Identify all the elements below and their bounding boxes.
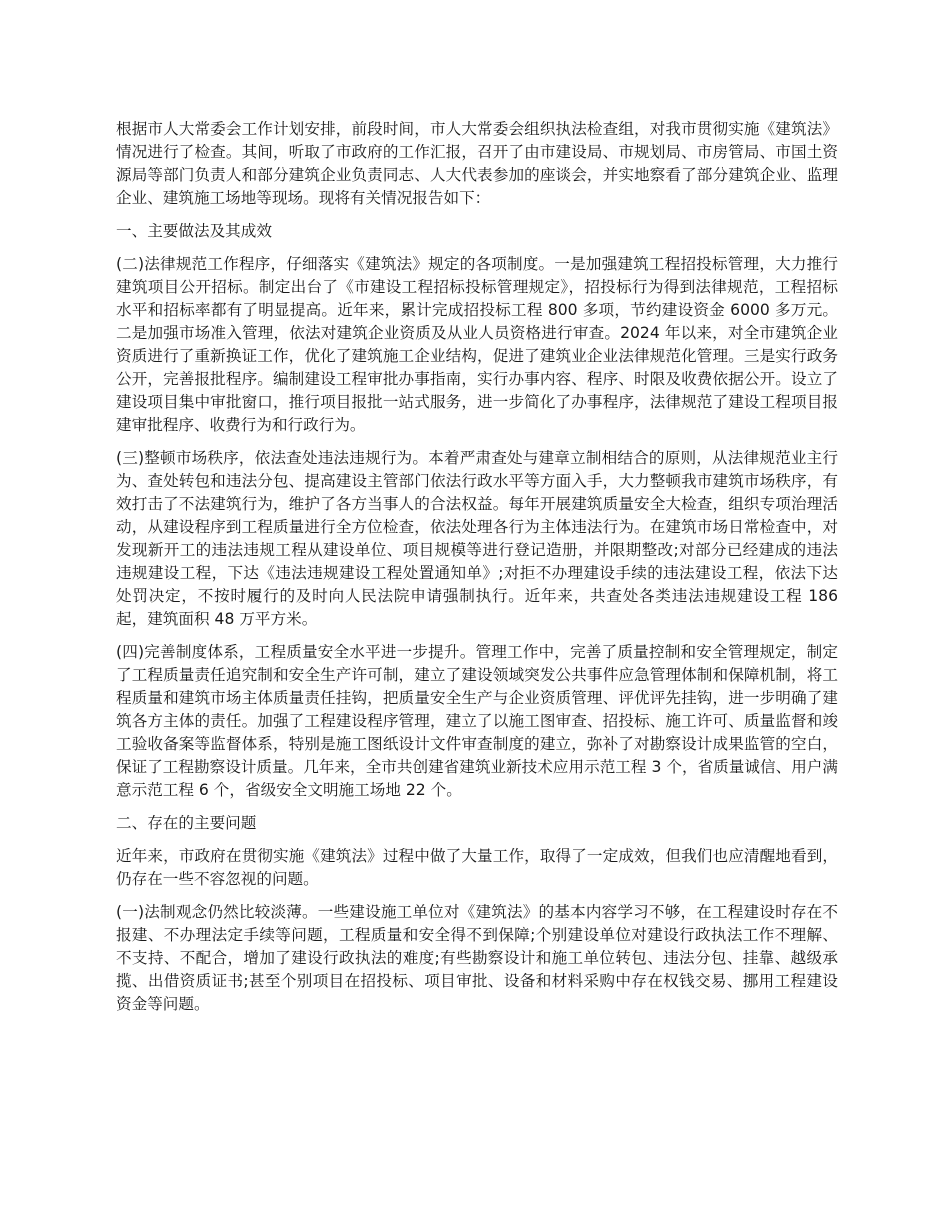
- paragraph-market-order: (三)整顿市场秩序，依法查处违法违规行为。本着严肃查处与建章立制相结合的原则，从法律规范业主行为、查处转包和违法分包、提高建设主管部门依法行政水平等方面入手，大力整顿我市建筑市场秩序，有效打击了不法建筑行为，维护了各方当事人的合法权益。每年开展建筑质量安全大检查，组织专项治理活动，从建设程序到工程质量进行全方位检查，依法处理各行为主体违法行为。在建筑市场日常检查中，对发现新开工的违法违规工程从建设单位、项目规模等进行登记造册，并限期整改;对部分已经建成的违法违规建设工程，下达《违法违规建设工程处置通知单》;对拒不办理建设手续的违法建设工程，依法下达处罚决定，不按时履行的及时向人民法院申请强制执行。近年来，共查处各类违法违规建设工程 186 起，建筑面积 48 万平方米。: [116, 449, 838, 628]
- paragraph-weak-legal-awareness: (一)法制观念仍然比较淡薄。一些建设施工单位对《建筑法》的基本内容学习不够，在工程建设时存在不报建、不办理法定手续等问题，工程质量和安全得不到保障;个别建设单位对建设行政执法工作不理解、不支持、不配合，增加了建设行政执法的难度;有些勘察设计和施工单位转包、违法分包、挂靠、越级承揽、出借资质证书;甚至个别项目在招投标、项目审批、设备和材料采购中存在权钱交易、挪用工程建设资金等问题。: [116, 903, 838, 1013]
- paragraph-problems-intro: 近年来，市政府在贯彻实施《建筑法》过程中做了大量工作，取得了一定成效，但我们也应清醒地看到，仍存在一些不容忽视的问题。: [116, 847, 838, 888]
- intro-paragraph: 根据市人大常委会工作计划安排，前段时间，市人大常委会组织执法检查组，对我市贯彻实施《建筑法》情况进行了检查。其间，听取了市政府的工作汇报，召开了由市建设局、市规划局、市房管局、市国土资源局等部门负责人和部分建筑企业负责同志、人大代表参加的座谈会，并实地察看了部分建筑企业、监理企业、建筑施工场地等现场。现将有关情况报告如下：: [116, 120, 838, 207]
- section-heading-problems: 二、存在的主要问题: [116, 814, 257, 832]
- paragraph-system-improvement: (四)完善制度体系，工程质量安全水平进一步提升。管理工作中，完善了质量控制和安全管理规定，制定了工程质量责任追究制和安全生产许可制，建立了建设领域突发公共事件应急管理体制和保障机制，将工程质量和建筑市场主体质量责任挂钩，把质量安全生产与企业资质管理、评优评先挂钩，进一步明确了建筑各方主体的责任。加强了工程建设程序管理，建立了以施工图审查、招投标、施工许可、质量监督和竣工验收备案等监督体系，特别是施工图纸设计文件审查制度的建立，弥补了对勘察设计成果监管的空白，保证了工程勘察设计质量。几年来，全市共创建省建筑业新技术应用示范工程 3 个，省质量诚信、用户满意示范工程 6 个，省级安全文明施工场地 22 个。: [116, 643, 838, 799]
- document-body: [116, 118, 838, 1026]
- paragraph-legal-procedures: (二)法律规范工作程序，仔细落实《建筑法》规定的各项制度。一是加强建筑工程招投标管理，大力推行建筑项目公开招标。制定出台了《市建设工程招标投标管理规定》，招投标行为得到法律规范，工程招标水平和招标率都有了明显提高。近年来，累计完成招投标工程 800 多项，节约建设资金 6000 多万元。二是加强市场准入管理，依法对建筑企业资质及从业人员资格进行审查。2024 年以来，对全市建筑企业资质进行了重新换证工作，优化了建筑施工企业结构，促进了建筑业企业法律规范化管理。三是实行政务公开，完善报批程序。编制建设工程审批办事指南，实行办事内容、程序、时限及收费依据公开。设立了建设项目集中审批窗口，推行项目报批一站式服务，进一步简化了办事程序，法律规范了建设工程项目报建审批程序、收费行为和行政行为。: [116, 255, 838, 434]
- section-heading-achievements: 一、主要做法及其成效: [116, 222, 272, 240]
